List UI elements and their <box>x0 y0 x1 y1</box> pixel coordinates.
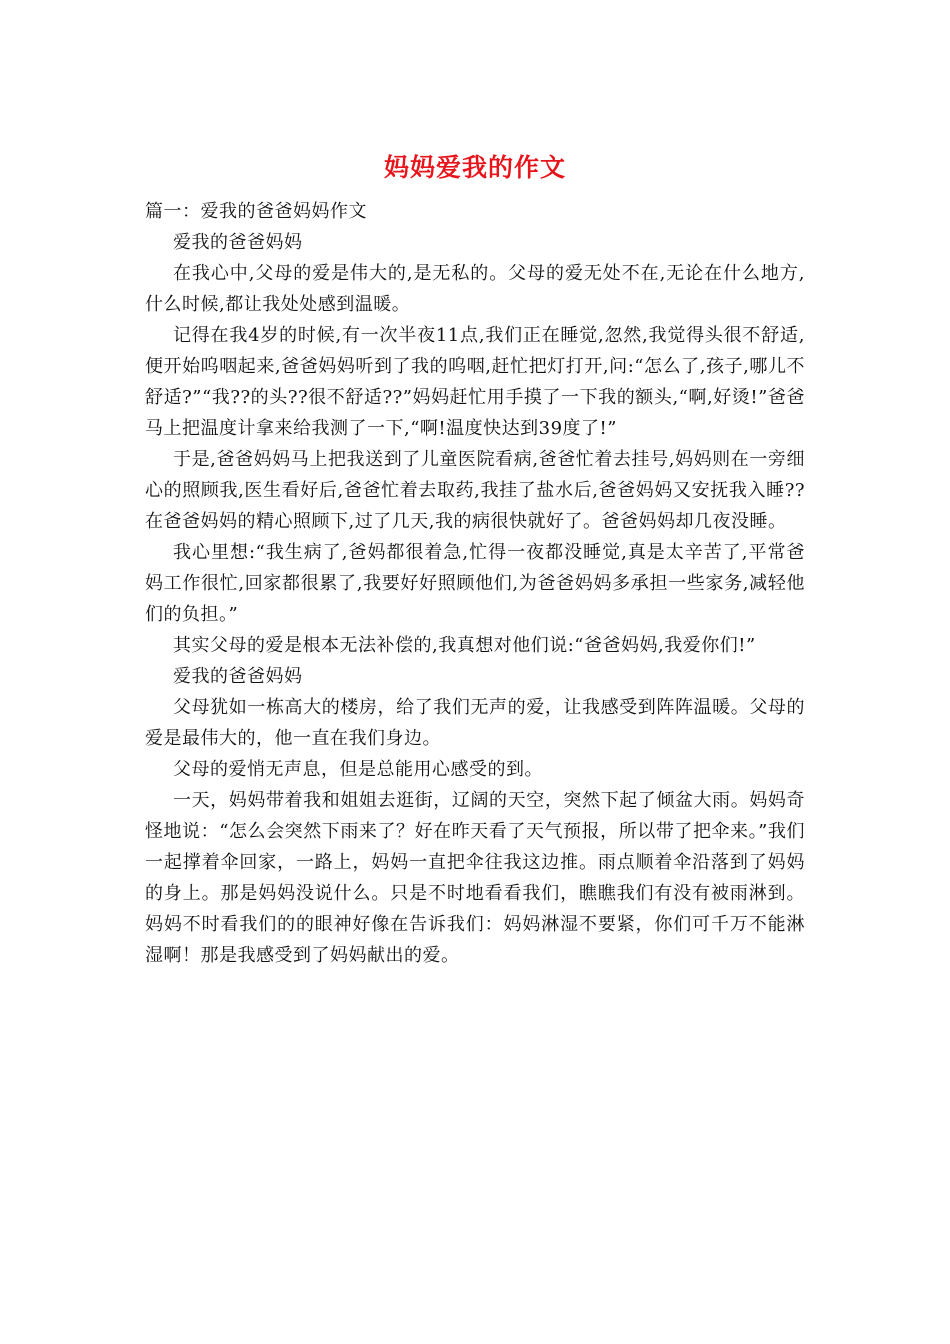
document-body <box>145 196 805 971</box>
paragraph: 我心里想:“我生病了,爸妈都很着急,忙得一夜都没睡觉,真是太辛苦了,平常爸妈工作很忙,回家都很累了,我要好好照顾他们,为爸爸妈妈多承担一些家务,减轻他们的负担。” <box>145 542 805 625</box>
document-title: 妈妈爱我的作文 <box>383 153 566 182</box>
paragraph: 于是,爸爸妈妈马上把我送到了儿童医院看病,爸爸忙着去挂号,妈妈则在一旁细心的照顾我,医生看好后,爸爸忙着去取药,我挂了盐水后,爸爸妈妈又安抚我入睡??在爸爸妈妈的精心照顾下,过了几天,我的病很快就好了。爸爸妈妈却几夜没睡。 <box>145 449 805 532</box>
section-heading: 篇一：爱我的爸爸妈妈作文 <box>145 201 367 222</box>
paragraph: 父母的爱悄无声息，但是总能用心感受的到。 <box>173 759 543 780</box>
paragraph: 爱我的爸爸妈妈 <box>173 232 303 253</box>
paragraph: 爱我的爸爸妈妈 <box>173 666 303 687</box>
paragraph: 记得在我4岁的时候,有一次半夜11点,我们正在睡觉,忽然,我觉得头很不舒适,便开始呜咽起来,爸爸妈妈听到了我的呜咽,赶忙把灯打开,问:“怎么了,孩子,哪儿不舒适?”“我??的头??很不舒适??”妈妈赶忙用手摸了一下我的额头,“啊,好烫!”爸爸马上把温度计拿来给我测了一下,“啊!温度快达到39度了!” <box>145 325 805 439</box>
paragraph: 其实父母的爱是根本无法补偿的,我真想对他们说:“爸爸妈妈,我爱你们!” <box>173 635 756 656</box>
paragraph: 在我心中,父母的爱是伟大的,是无私的。父母的爱无处不在,无论在什么地方,什么时候,都让我处处感到温暖。 <box>145 263 805 315</box>
paragraph: 一天，妈妈带着我和姐姐去逛街，辽阔的天空，突然下起了倾盆大雨。妈妈奇怪地说：“怎么会突然下雨来了？好在昨天看了天气预报，所以带了把伞来。”我们一起撑着伞回家，一路上，妈妈一直把伞往我这边推。雨点顺着伞沿落到了妈妈的身上。那是妈妈没说什么。只是不时地看看我们，瞧瞧我们有没有被雨淋到。妈妈不时看我们的的眼神好像在告诉我们：妈妈淋湿不要紧，你们可千万不能淋湿啊！那是我感受到了妈妈献出的爱。 <box>145 790 805 966</box>
paragraph: 父母犹如一栋高大的楼房，给了我们无声的爱，让我感受到阵阵温暖。父母的爱是最伟大的，他一直在我们身边。 <box>145 697 805 749</box>
